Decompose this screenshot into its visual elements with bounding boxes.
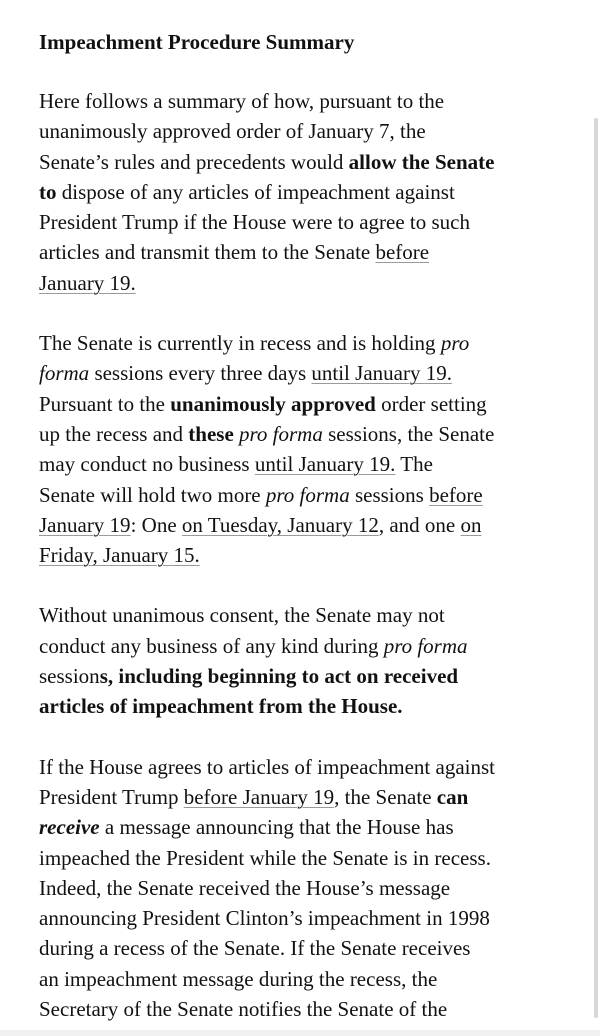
- scrollbar[interactable]: [594, 118, 598, 1018]
- text-segment: President Trump: [39, 784, 184, 809]
- text-segment: Senate will hold two more: [39, 482, 266, 507]
- underlined-text: before: [429, 482, 483, 507]
- document-title: Impeachment Procedure Summary: [39, 30, 355, 54]
- text-line: [39, 540, 569, 570]
- text-segment: , and one: [378, 512, 461, 537]
- text-segment: The Senate is currently in recess and is holding: [39, 331, 441, 356]
- text-segment: , the Senate: [334, 784, 437, 809]
- paragraph: [39, 86, 569, 298]
- text-line: [39, 177, 569, 207]
- text-segment: session: [39, 664, 100, 689]
- text-line: [39, 964, 569, 994]
- text-line: [39, 510, 569, 540]
- text-line: [39, 873, 569, 903]
- underlined-text: until January 19.: [254, 452, 396, 477]
- text-segment: If the House agrees to articles of impeachment against: [39, 754, 495, 779]
- text-segment: sessions, the Senate: [322, 421, 495, 446]
- text-segment: President Trump if the House were to agree to such: [39, 210, 471, 235]
- text-line: [39, 480, 569, 510]
- text-segment: sessions every three days: [89, 361, 312, 386]
- text-segment: Secretary of the Senate notifies the Senate of the: [39, 997, 448, 1022]
- text-segment: impeached the President while the Senate is in recess.: [39, 845, 491, 870]
- text-segment: order setting: [375, 391, 487, 416]
- underlined-text: until January 19.: [311, 361, 452, 386]
- document-body: [39, 28, 569, 1036]
- text-line: [39, 268, 569, 298]
- underlined-text: January 19.: [39, 270, 136, 295]
- text-line: [39, 812, 569, 842]
- paragraph: [39, 328, 569, 570]
- text-segment: these: [188, 421, 234, 446]
- text-segment: Without unanimous consent, the Senate may not: [39, 603, 445, 628]
- text-segment: The: [395, 452, 433, 477]
- text-line: [39, 631, 569, 661]
- paragraph-list: [39, 86, 569, 1024]
- underlined-text: on: [460, 512, 482, 537]
- text-segment: can: [436, 784, 469, 809]
- text-segment: unanimously approved order of January 7, the: [39, 119, 426, 144]
- underlined-text: on Tuesday, January 12: [181, 512, 379, 537]
- text-segment: articles of impeachment from the House.: [39, 694, 403, 719]
- text-line: [39, 903, 569, 933]
- underlined-text: January 19: [39, 512, 131, 537]
- text-segment: a message announcing that the House has: [99, 815, 454, 840]
- text-line: [39, 661, 569, 691]
- text-segment: to: [39, 179, 57, 204]
- text-line: [39, 358, 569, 388]
- text-line: [39, 328, 569, 358]
- text-segment: unanimously approved: [170, 391, 376, 416]
- text-line: [39, 116, 569, 146]
- text-line: [39, 600, 569, 630]
- text-line: [39, 389, 569, 419]
- underlined-text: Friday, January 15.: [39, 543, 200, 568]
- text-line: [39, 933, 569, 963]
- underlined-text: before January 19: [183, 784, 335, 809]
- text-line: [39, 843, 569, 873]
- text-segment: dispose of any articles of impeachment against: [56, 179, 455, 204]
- text-segment: may conduct no business: [39, 452, 255, 477]
- text-segment: an impeachment message during the recess, the: [39, 966, 438, 991]
- paragraph: [39, 600, 569, 721]
- text-segment: Pursuant to the: [39, 391, 171, 416]
- text-segment: Senate’s rules and precedents would: [39, 149, 349, 174]
- text-line: [39, 419, 569, 449]
- text-segment: allow the Senate: [348, 149, 495, 174]
- text-line: [39, 86, 569, 116]
- underlined-text: before: [375, 240, 430, 265]
- text-line: [39, 782, 569, 812]
- text-segment: pro forma: [383, 633, 468, 658]
- text-segment: pro forma: [265, 482, 350, 507]
- text-segment: during a recess of the Senate. If the Senate receives: [39, 936, 471, 961]
- text-line: [39, 449, 569, 479]
- text-segment: receive: [39, 815, 100, 840]
- text-line: [39, 237, 569, 267]
- bottom-edge: [0, 1030, 600, 1036]
- text-segment: articles and transmit them to the Senate: [39, 240, 376, 265]
- text-segment: pro forma: [239, 421, 323, 446]
- text-line: [39, 147, 569, 177]
- text-segment: s, including beginning to act on received: [99, 664, 459, 689]
- text-segment: forma: [39, 361, 90, 386]
- text-segment: announcing President Clinton’s impeachment in 1998: [39, 906, 490, 931]
- text-line: [39, 207, 569, 237]
- text-segment: conduct any business of any kind during: [39, 633, 384, 658]
- text-segment: Here follows a summary of how, pursuant to the: [39, 89, 445, 113]
- text-line: [39, 994, 569, 1024]
- text-segment: up the recess and: [39, 421, 189, 446]
- text-segment: pro: [440, 331, 470, 356]
- text-line: [39, 752, 569, 782]
- text-segment: Indeed, the Senate received the House’s message: [39, 875, 451, 900]
- text-segment: : One: [130, 512, 182, 537]
- text-line: [39, 691, 569, 721]
- paragraph: [39, 752, 569, 1025]
- text-segment: sessions: [349, 482, 430, 507]
